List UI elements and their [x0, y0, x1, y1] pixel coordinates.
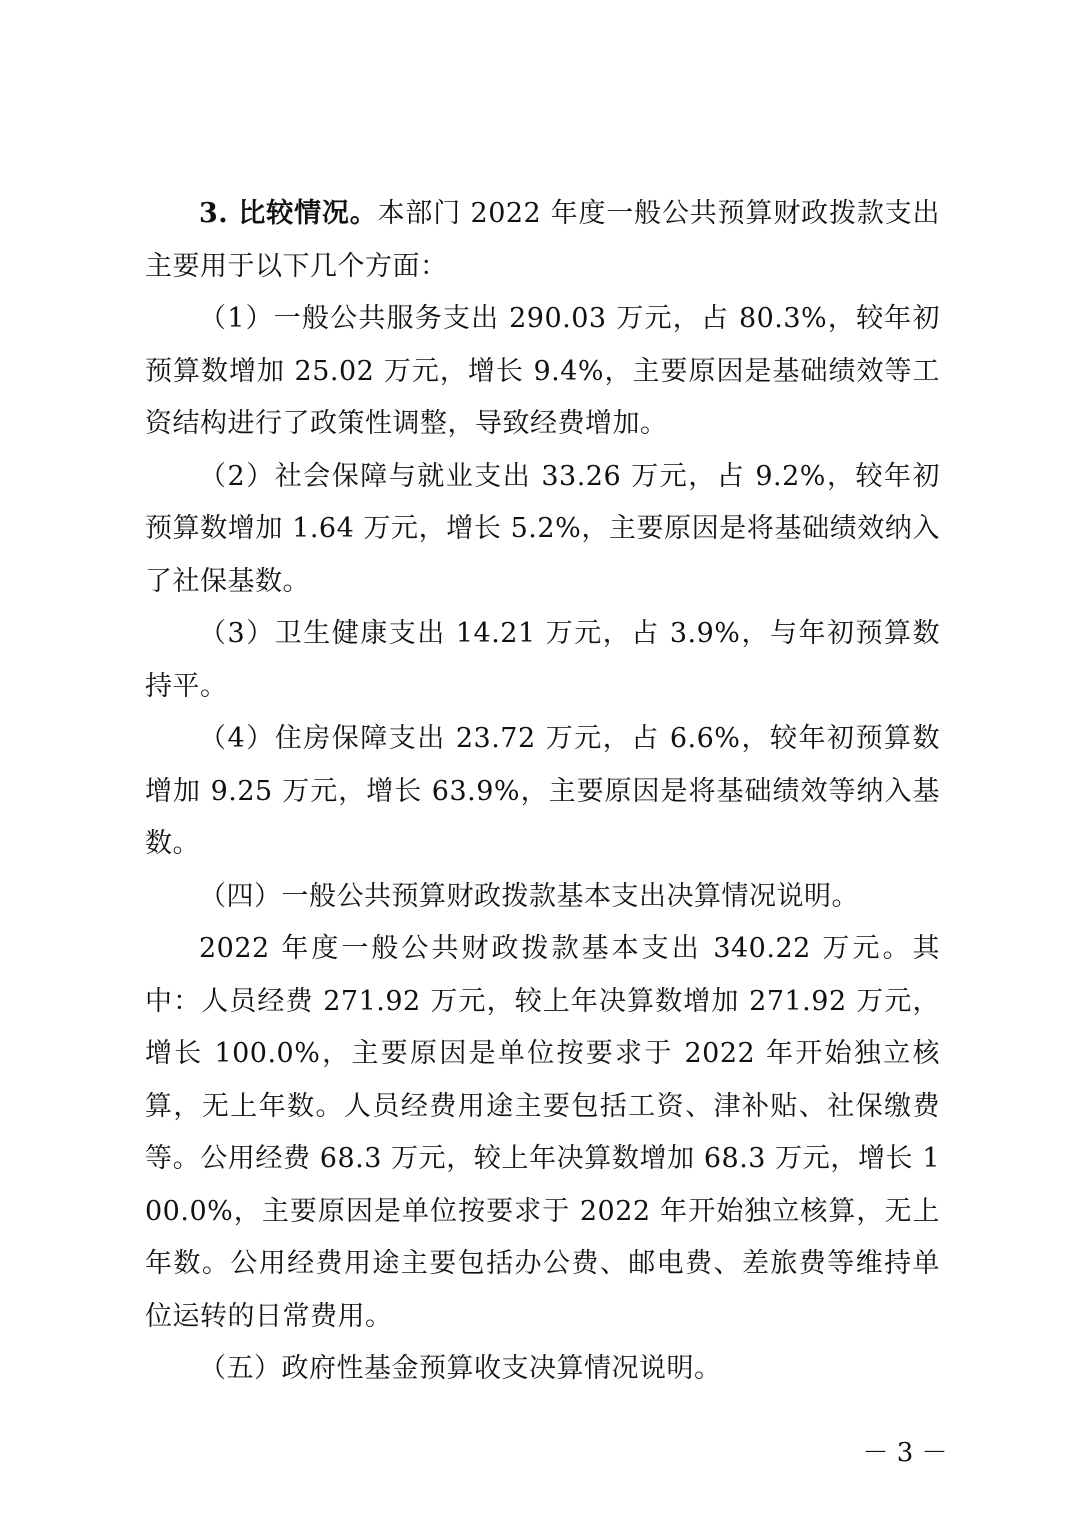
section-heading-4: （四）一般公共预算财政拨款基本支出决算情况说明。: [199, 880, 859, 912]
section-heading-5: （五）政府性基金预算收支决算情况说明。: [199, 1353, 722, 1384]
item-general-public-services: （1）一般公共服务支出 290.03 万元，占 80.3%，较年初预算数增加 25.02 万元，增长 9.4%，主要原因是基础绩效等工资结构进行了政策性调整，导致经费增加。: [145, 303, 940, 439]
comparison-intro-text: 本部门 2022 年度一般公共预算财政拨款支出主要用于以下几个方面：: [145, 198, 940, 282]
comparison-paragraph: [145, 188, 940, 293]
page-number: － 3 －: [862, 1438, 948, 1468]
basic-expense-paragraph: 2022 年度一般公共财政拨款基本支出 340.22 万元。其中：人员经费 271.92 万元，较上年决算数增加 271.92 万元，增长 100.0%，主要原因是单位按要求于 2022 年开始独立核算，无上年数。人员经费用途主要包括工资、津补贴、社保缴费等。公用经费 68.3 万元，较上年决算数增加 68.3 万元，增长 100.0%，主要原因是单位按要求于 2022 年开始独立核算，无上年数。公用经费用途主要包括办公费、邮电费、差旅费等维持单位运转的日常费用。: [145, 933, 940, 1332]
item-health: （3）卫生健康支出 14.21 万元，占 3.9%，与年初预算数持平。: [145, 618, 940, 702]
document-body: [145, 188, 940, 1396]
item-social-security: （2）社会保障与就业支出 33.26 万元，占 9.2%，较年初预算数增加 1.64 万元，增长 5.2%，主要原因是将基础绩效纳入了社保基数。: [145, 460, 940, 597]
item-housing: （4）住房保障支出 23.72 万元，占 6.6%，较年初预算数增加 9.25 万元，增长 63.9%，主要原因是将基础绩效等纳入基数。: [145, 723, 940, 859]
comparison-heading: 3. 比较情况。: [199, 198, 378, 229]
